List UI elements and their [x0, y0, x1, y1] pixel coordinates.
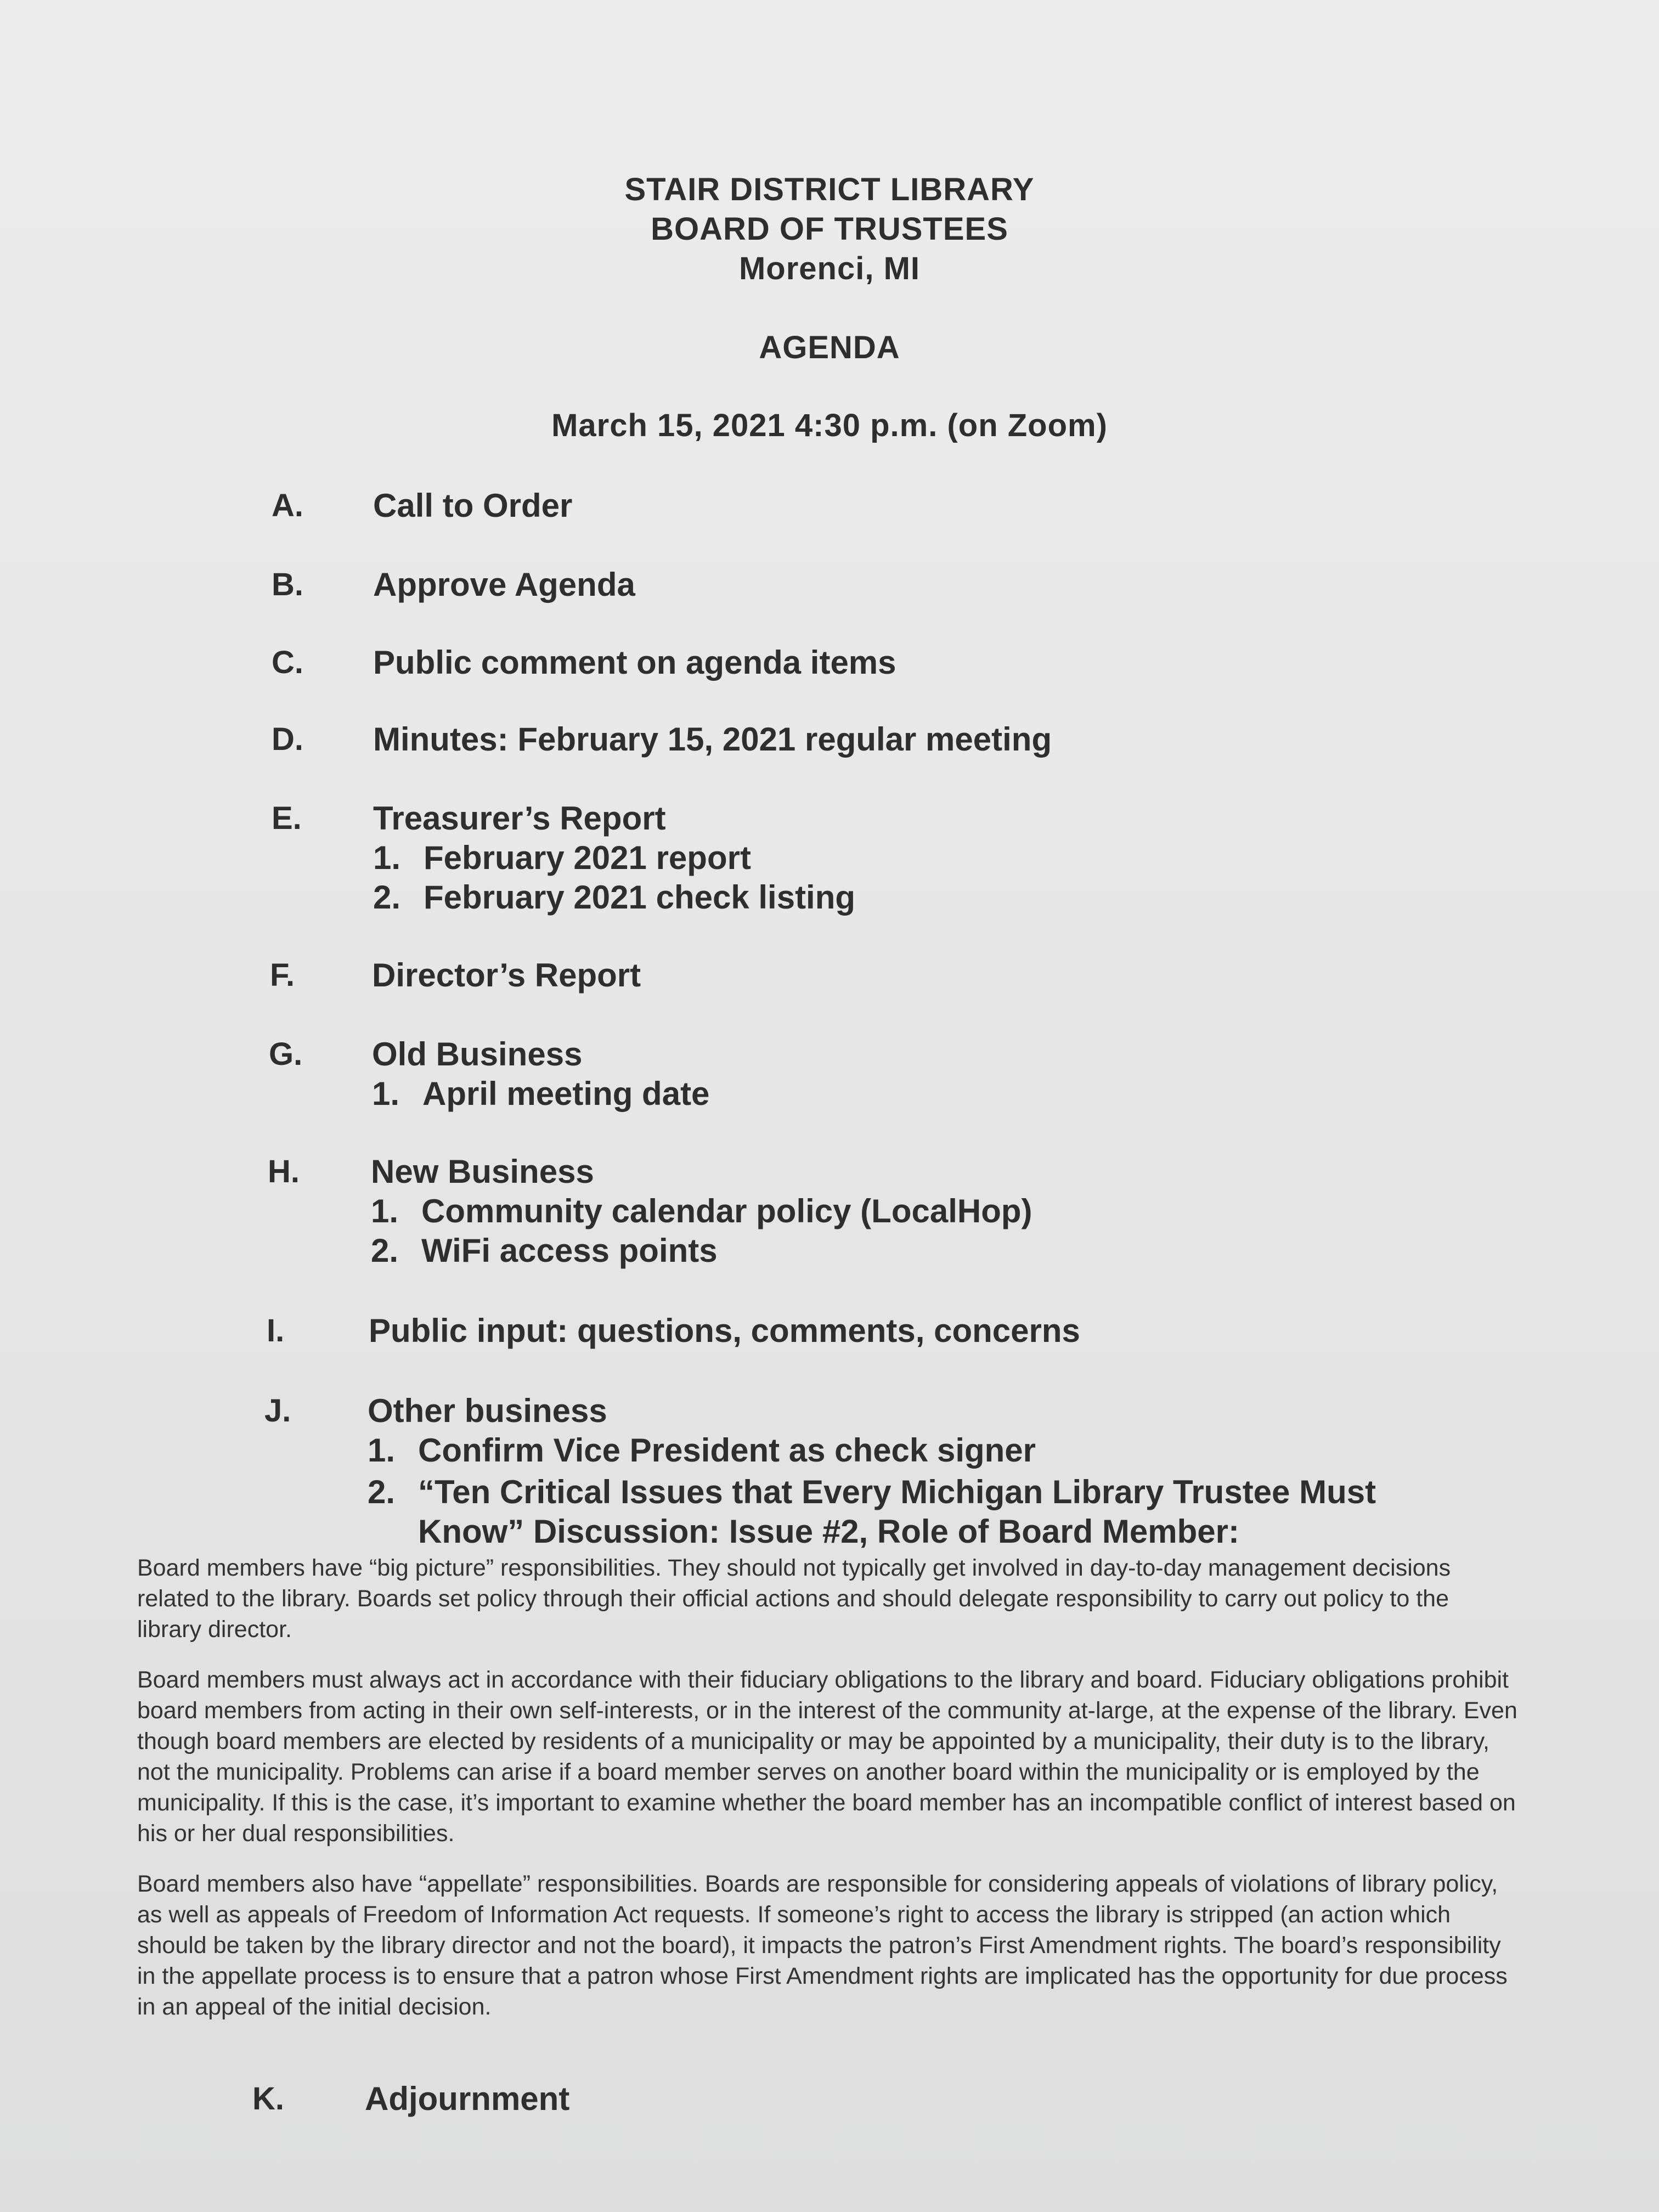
item-new-business: New Business	[371, 1153, 594, 1190]
item-letter: H.	[268, 1154, 300, 1189]
item-directors-report: Director’s Report	[372, 957, 641, 994]
item-letter: B.	[272, 567, 303, 602]
item-old-business: Old Business	[372, 1036, 583, 1073]
library-name: STAIR DISTRICT LIBRARY	[624, 172, 1035, 207]
item-letter: G.	[269, 1036, 303, 1072]
item-other-business: Other business	[368, 1392, 607, 1429]
item-adjournment: Adjournment	[365, 2080, 570, 2117]
sub-item: 1. April meeting date	[372, 1075, 710, 1112]
item-letter: F.	[270, 957, 295, 993]
sub-item: 2. WiFi access points	[371, 1232, 718, 1269]
sub-item: 1. Community calendar policy (LocalHop)	[371, 1193, 1032, 1229]
item-letter: K.	[252, 2081, 284, 2117]
sub-item: 2. February 2021 check listing	[373, 879, 856, 916]
discussion-paragraph: Board members have “big picture” responsibilities. They should not typically get involved in day-to-day management decisions related to the library. Boards set policy through their official actions and should delegate responsibility to carry out policy to the library director.	[137, 1555, 1451, 1643]
sub-item: 1. February 2021 report	[373, 839, 751, 876]
item-approve-agenda: Approve Agenda	[373, 566, 635, 603]
agenda-heading: AGENDA	[759, 330, 900, 365]
item-treasurers-report: Treasurer’s Report	[373, 800, 666, 837]
location: Morenci, MI	[738, 251, 921, 286]
sub-item-continuation: Know” Discussion: Issue #2, Role of Board Member:	[418, 1513, 1239, 1550]
item-letter: J.	[264, 1393, 291, 1429]
item-letter: D.	[272, 721, 303, 757]
discussion-paragraph: Board members also have “appellate” responsibilities. Boards are responsible for considering appeals of violations of library policy, as well as appeals of Freedom of Information Act requests. If someone’s right to access the library is stripped (an action which should be taken by the library director and not the board), it impacts the patron’s First Amendment rights. The board’s responsibility in the appellate process is to ensure that a patron whose First Amendment rights are implicated has the opportunity for due process in an appeal of the initial decision.	[137, 1871, 1508, 2020]
item-call-to-order: Call to Order	[373, 487, 573, 524]
item-letter: I.	[267, 1313, 285, 1348]
sub-item: 1. Confirm Vice President as check signer	[368, 1432, 1036, 1469]
item-minutes: Minutes: February 15, 2021 regular meeting	[373, 721, 1052, 758]
item-letter: C.	[272, 645, 303, 680]
item-letter: E.	[272, 800, 302, 836]
sub-item: 2. “Ten Critical Issues that Every Michigan Library Trustee Must	[368, 1474, 1376, 1510]
item-public-input: Public input: questions, comments, concerns	[369, 1312, 1080, 1349]
discussion-paragraph: Board members must always act in accordance with their fiduciary obligations to the library and board. Fiduciary obligations prohibit board members from acting in their own self-interests, or in the interest of the community at-large, at the expense of the library. Even though board members are elected by residents of a municipality or may be appointed by a municipality, their duty is to the library, not the municipality. Problems can arise if a board member serves on another board within the municipality or is employed by the municipality. If this is the case, it’s important to examine whether the board member has an incompatible conflict of interest based on his or her dual responsibilities.	[137, 1667, 1517, 1847]
board-name: BOARD OF TRUSTEES	[651, 211, 1008, 247]
meeting-date: March 15, 2021 4:30 p.m. (on Zoom)	[551, 408, 1108, 443]
item-letter: A.	[272, 488, 303, 523]
item-public-comment: Public comment on agenda items	[373, 644, 896, 681]
